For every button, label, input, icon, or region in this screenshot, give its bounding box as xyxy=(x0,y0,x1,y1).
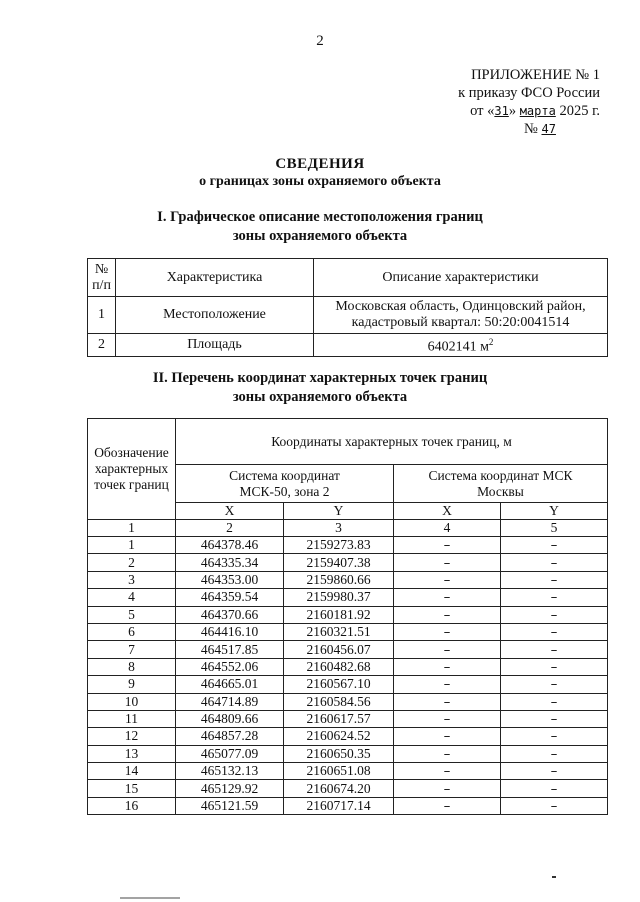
msk50-x: 464416.10 xyxy=(176,623,284,640)
table-row xyxy=(88,571,608,588)
moscow-x: – xyxy=(394,728,501,745)
description-line2: кадастровый квартал: 50:20:0041514 xyxy=(351,315,570,330)
col-number: 4 xyxy=(394,520,501,537)
moscow-x: – xyxy=(394,710,501,727)
moscow-x: – xyxy=(394,606,501,623)
table-row xyxy=(88,745,608,762)
table-row xyxy=(88,641,608,658)
table-row xyxy=(88,728,608,745)
row-characteristic: Площадь xyxy=(116,334,314,357)
row-characteristic: Местоположение xyxy=(116,297,314,334)
msk50-y: 2160321.51 xyxy=(284,623,394,640)
y-header: Y xyxy=(284,503,394,520)
system1-line2: МСК-50, зона 2 xyxy=(239,483,330,499)
section2-heading xyxy=(0,369,640,407)
moscow-x: – xyxy=(394,676,501,693)
point-number: 4 xyxy=(88,589,176,606)
column-numbers-row xyxy=(88,520,608,537)
number-prefix: № xyxy=(524,121,542,137)
appendix-title: ПРИЛОЖЕНИЕ № 1 xyxy=(471,67,600,83)
col-number: 1 xyxy=(88,520,176,537)
moscow-x: – xyxy=(394,780,501,797)
moscow-y: – xyxy=(501,728,608,745)
doc-title: СВЕДЕНИЯ xyxy=(275,156,365,172)
moscow-y: – xyxy=(501,623,608,640)
point-number: 5 xyxy=(88,606,176,623)
table-row xyxy=(88,780,608,797)
point-number: 6 xyxy=(88,623,176,640)
msk50-x: 464857.28 xyxy=(176,728,284,745)
point-number: 15 xyxy=(88,780,176,797)
msk50-x: 464517.85 xyxy=(176,641,284,658)
moscow-y: – xyxy=(501,710,608,727)
msk50-y: 2160456.07 xyxy=(284,641,394,658)
moscow-x: – xyxy=(394,537,501,554)
col-point-line2: характерных xyxy=(94,461,169,476)
point-number: 12 xyxy=(88,728,176,745)
msk50-y: 2160717.14 xyxy=(284,797,394,814)
table-row xyxy=(88,693,608,710)
point-number: 14 xyxy=(88,763,176,780)
moscow-y: – xyxy=(501,606,608,623)
moscow-y: – xyxy=(501,693,608,710)
moscow-x: – xyxy=(394,554,501,571)
doc-subtitle: о границах зоны охраняемого объекта xyxy=(199,174,441,189)
col-point-line3: точек границ xyxy=(94,477,169,492)
date-month: марта xyxy=(519,104,556,118)
table-row xyxy=(88,334,608,357)
msk50-y: 2159407.38 xyxy=(284,554,394,571)
appendix-number xyxy=(420,120,600,138)
table-row xyxy=(88,676,608,693)
msk50-x: 464378.46 xyxy=(176,537,284,554)
system1-header xyxy=(176,465,394,503)
msk50-y: 2160181.92 xyxy=(284,606,394,623)
date-year: 2025 г. xyxy=(555,103,600,119)
area-unit-sup: 2 xyxy=(488,337,494,347)
moscow-x: – xyxy=(394,745,501,762)
moscow-y: – xyxy=(501,641,608,658)
section2-heading-line1: II. Перечень координат характерных точек границ xyxy=(152,370,488,386)
section2-heading-line2: зоны охраняемого объекта xyxy=(232,389,408,405)
col-number: 5 xyxy=(501,520,608,537)
header-description: Описание характеристики xyxy=(314,259,608,297)
msk50-y: 2160650.35 xyxy=(284,745,394,762)
system1-line1: Система координат xyxy=(229,467,340,483)
table-row xyxy=(88,606,608,623)
msk50-x: 464809.66 xyxy=(176,710,284,727)
table-row xyxy=(88,554,608,571)
appendix-date xyxy=(420,102,600,120)
row-num: 2 xyxy=(88,334,116,357)
msk50-y: 2159980.37 xyxy=(284,589,394,606)
row-description xyxy=(314,297,608,334)
table-row xyxy=(88,297,608,334)
msk50-y: 2160567.10 xyxy=(284,676,394,693)
table-row xyxy=(88,763,608,780)
point-number: 1 xyxy=(88,537,176,554)
footer-scan-line xyxy=(120,897,180,899)
table-row xyxy=(88,623,608,640)
table-header-row xyxy=(88,259,608,297)
moscow-x: – xyxy=(394,623,501,640)
row-area xyxy=(314,334,608,357)
point-number: 7 xyxy=(88,641,176,658)
moscow-x: – xyxy=(394,763,501,780)
moscow-y: – xyxy=(501,676,608,693)
system2-line2: Москвы xyxy=(477,483,524,499)
msk50-x: 464359.54 xyxy=(176,589,284,606)
msk50-y: 2160584.56 xyxy=(284,693,394,710)
msk50-x: 464353.00 xyxy=(176,571,284,588)
col-point-header xyxy=(88,419,176,520)
coords-header: Координаты характерных точек границ, м xyxy=(176,419,608,465)
table-row xyxy=(88,710,608,727)
moscow-y: – xyxy=(501,571,608,588)
table-row xyxy=(88,537,608,554)
moscow-y: – xyxy=(501,763,608,780)
point-number: 16 xyxy=(88,797,176,814)
msk50-x: 465129.92 xyxy=(176,780,284,797)
msk50-y: 2159860.66 xyxy=(284,571,394,588)
moscow-x: – xyxy=(394,797,501,814)
moscow-y: – xyxy=(501,658,608,675)
date-day: 31 xyxy=(494,104,509,118)
point-number: 3 xyxy=(88,571,176,588)
header-characteristic: Характеристика xyxy=(116,259,314,297)
moscow-x: – xyxy=(394,641,501,658)
col-number: 3 xyxy=(284,520,394,537)
page-number: 2 xyxy=(316,33,324,49)
moscow-y: – xyxy=(501,797,608,814)
system2-line1: Система координат МСК xyxy=(428,467,573,483)
moscow-y: – xyxy=(501,745,608,762)
area-value: 6402141 м xyxy=(427,339,489,355)
msk50-y: 2160674.20 xyxy=(284,780,394,797)
characteristics-table xyxy=(87,258,608,357)
coordinates-table xyxy=(87,418,608,815)
moscow-x: – xyxy=(394,589,501,606)
moscow-x: – xyxy=(394,571,501,588)
moscow-x: – xyxy=(394,693,501,710)
section1-heading xyxy=(0,208,640,246)
date-prefix: от « xyxy=(470,103,495,119)
table-row xyxy=(88,658,608,675)
point-number: 9 xyxy=(88,676,176,693)
x-header: X xyxy=(394,503,501,520)
msk50-x: 465121.59 xyxy=(176,797,284,814)
row-num: 1 xyxy=(88,297,116,334)
msk50-x: 464665.01 xyxy=(176,676,284,693)
system2-header xyxy=(394,465,608,503)
moscow-x: – xyxy=(394,658,501,675)
coords-header-row xyxy=(88,419,608,465)
col-point-line1: Обозначение xyxy=(94,445,169,460)
msk50-x: 465077.09 xyxy=(176,745,284,762)
msk50-x: 464370.66 xyxy=(176,606,284,623)
x-header: X xyxy=(176,503,284,520)
moscow-y: – xyxy=(501,537,608,554)
msk50-x: 464552.06 xyxy=(176,658,284,675)
scan-mark xyxy=(552,876,556,878)
header-num-line2: п/п xyxy=(92,277,111,293)
header-num-line1: № xyxy=(94,261,109,277)
msk50-x: 464335.34 xyxy=(176,554,284,571)
point-number: 2 xyxy=(88,554,176,571)
appendix-block xyxy=(420,66,600,138)
moscow-y: – xyxy=(501,589,608,606)
point-number: 11 xyxy=(88,710,176,727)
msk50-x: 464714.89 xyxy=(176,693,284,710)
description-line1: Московская область, Одинцовский район, xyxy=(335,299,586,314)
msk50-y: 2160624.52 xyxy=(284,728,394,745)
msk50-y: 2160482.68 xyxy=(284,658,394,675)
point-number: 13 xyxy=(88,745,176,762)
table-row xyxy=(88,589,608,606)
section1-heading-line2: зоны охраняемого объекта xyxy=(232,228,408,244)
date-mid: » xyxy=(508,103,520,119)
point-number: 10 xyxy=(88,693,176,710)
header-num xyxy=(88,259,116,297)
msk50-y: 2160651.08 xyxy=(284,763,394,780)
section1-heading-line1: I. Графическое описание местоположения границ xyxy=(157,209,483,225)
coords-body xyxy=(88,537,608,815)
appendix-order: к приказу ФСО России xyxy=(458,85,600,101)
table-row xyxy=(88,797,608,814)
msk50-y: 2160617.57 xyxy=(284,710,394,727)
msk50-x: 465132.13 xyxy=(176,763,284,780)
moscow-y: – xyxy=(501,780,608,797)
y-header: Y xyxy=(501,503,608,520)
moscow-y: – xyxy=(501,554,608,571)
msk50-y: 2159273.83 xyxy=(284,537,394,554)
col-number: 2 xyxy=(176,520,284,537)
number-value: 47 xyxy=(541,122,556,136)
point-number: 8 xyxy=(88,658,176,675)
